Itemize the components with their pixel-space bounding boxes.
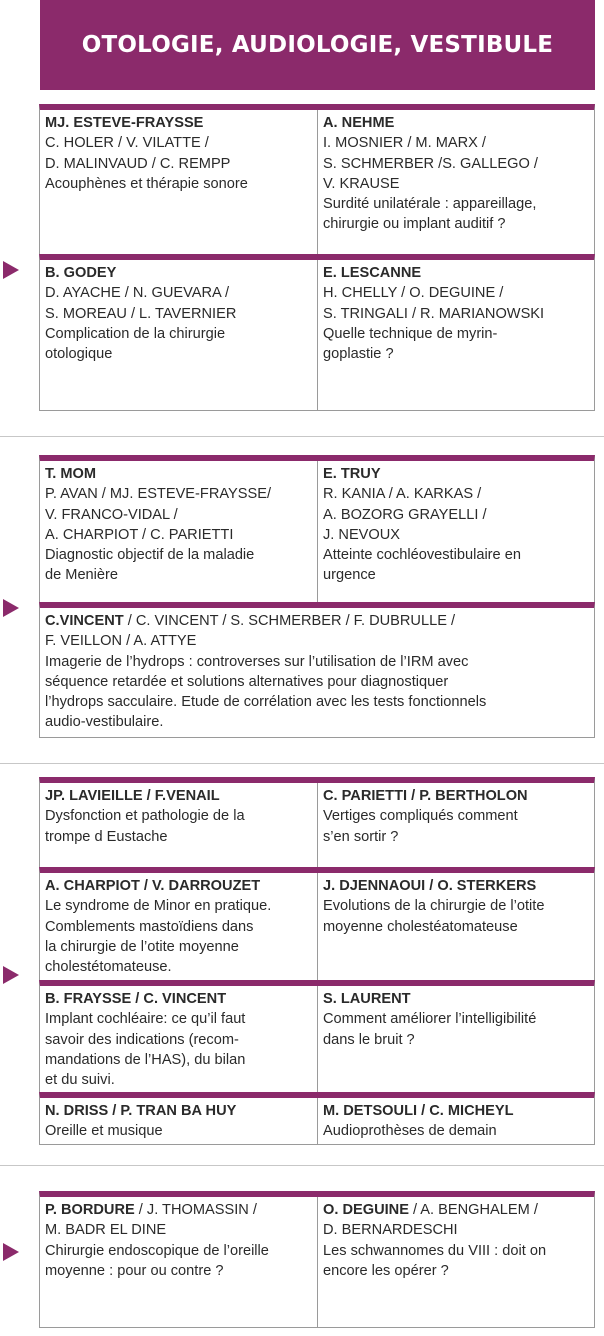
session-cell [40,461,317,602]
topic-line: Comment améliorer l’intelligibilité [323,1011,537,1028]
session-cell [317,783,594,867]
arrow-marker-icon [3,261,19,279]
moderator-name: MJ. ESTEVE-FRAYSSE [45,115,204,131]
topic-line: Complication de la chirurgie [45,325,226,342]
moderator-name: E. TRUY [323,466,381,482]
moderator-name: M. DETSOULI / C. MICHEYL [323,1103,514,1119]
topic-line: Vertiges compliqués comment [323,808,518,825]
speaker-line: / A. BENGHALEM / [408,1202,538,1218]
session-cell [317,873,594,980]
moderator-name: C. PARIETTI / P. BERTHOLON [323,788,528,804]
session-row [39,867,595,980]
moderator-name: T. MOM [45,466,97,482]
session-row [39,777,595,867]
session-cell [317,260,594,410]
topic-line: savoir des indications (recom- [45,1031,239,1048]
topic-line: séquence retardée et solutions alternatives pour diagnostiquer [45,673,449,690]
moderator-name: P. BORDURE [45,1202,135,1218]
topic-line: Surdité unilatérale : appareillage, [323,196,537,213]
topic-line: et du suivi. [45,1072,115,1089]
session-cell [317,461,594,602]
topic-line: Chirurgie endoscopique de l’oreille [45,1242,269,1259]
speaker-line: A. CHARPIOT / C. PARIETTI [45,526,234,543]
arrow-marker-icon [3,1243,19,1261]
speaker-line: P. AVAN / MJ. ESTEVE-FRAYSSE/ [45,486,271,503]
topic-line: mandations de l’HAS), du bilan [45,1051,246,1068]
session-cell [40,873,317,980]
topic-line: urgence [323,567,376,584]
moderator-name: O. DEGUINE [323,1202,409,1218]
topic-line: Imagerie de l’hydrops : controverses sur l’utilisation de l’IRM avec [45,653,469,670]
section-divider [0,763,604,764]
speaker-line: I. MOSNIER / M. MARX / [323,135,486,152]
session-cell [317,110,594,254]
moderator-name: JP. LAVIEILLE / F.VENAIL [45,788,220,804]
topic-line: Comblements mastoïdiens dans [45,918,254,935]
session-cell [40,1197,317,1327]
session-cell [317,1197,594,1327]
topic-line: trompe d Eustache [45,828,168,845]
speaker-line: V. FRANCO-VIDAL / [45,506,178,523]
topic-line: Acouphènes et thérapie sonore [45,175,248,192]
moderator-name: E. LESCANNE [323,265,422,281]
session-row [39,602,595,738]
speaker-line: J. NEVOUX [323,526,401,543]
moderator-name: A. CHARPIOT / V. DARROUZET [45,878,261,894]
session-row [39,254,595,411]
topic-line: goplastie ? [323,346,394,363]
speaker-line: A. BOZORG GRAYELLI / [323,506,487,523]
moderator-name: B. GODEY [45,265,117,281]
speaker-line: F. VEILLON / A. ATTYE [45,633,197,650]
topic-line: Quelle technique de myrin- [323,325,498,342]
topic-line: s’en sortir ? [323,828,399,845]
topic-line: Diagnostic objectif de la maladie [45,547,255,564]
topic-line: Dysfonction et pathologie de la [45,808,245,825]
session-row [39,1092,595,1145]
speaker-line: H. CHELLY / O. DEGUINE / [323,285,504,302]
session-block-3 [39,777,595,1145]
moderator-name: C.VINCENT [45,613,124,629]
section-divider [0,436,604,437]
topic-line: Evolutions de la chirurgie de l’otite [323,898,545,915]
session-block-1 [39,104,595,411]
arrow-marker-icon [3,599,19,617]
section-divider [0,1165,604,1166]
session-row [39,104,595,254]
speaker-line: R. KANIA / A. KARKAS / [323,486,482,503]
topic-line: cholestétomateuse. [45,959,172,976]
topic-line: Implant cochléaire: ce qu’il faut [45,1011,246,1028]
moderator-name: N. DRISS / P. TRAN BA HUY [45,1103,237,1119]
topic-line: moyenne cholestéatomateuse [323,918,518,935]
section-title: OTOLOGIE, AUDIOLOGIE, VESTIBULE [40,0,595,90]
moderator-name: S. LAURENT [323,991,411,1007]
topic-line: l’hydrops sacculaire. Etude de corrélation avec les tests fonctionnels [45,694,487,711]
topic-line: dans le bruit ? [323,1031,415,1048]
topic-line: Les schwannomes du VIII : doit on [323,1242,547,1259]
speaker-line: C. HOLER / V. VILATTE / [45,135,209,152]
speaker-line: S. TRINGALI / R. MARIANOWSKI [323,305,545,322]
speaker-line: S. SCHMERBER /S. GALLEGO / [323,155,538,172]
session-row [39,455,595,602]
session-cell [40,986,317,1092]
topic-line: Audioprothèses de demain [323,1123,497,1140]
session-block-4 [39,1191,595,1328]
session-cell [40,783,317,867]
topic-line: otologique [45,346,113,363]
session-cell [317,1098,594,1144]
speaker-line: / C. VINCENT / S. SCHMERBER / F. DUBRULLE / [123,613,456,629]
moderator-name: J. DJENNAOUI / O. STERKERS [323,878,537,894]
arrow-marker-icon [3,966,19,984]
topic-line: de Menière [45,567,119,584]
topic-line: Le syndrome de Minor en pratique. [45,898,272,915]
session-cell [40,110,317,254]
moderator-name: B. FRAYSSE / C. VINCENT [45,991,227,1007]
speaker-line: S. MOREAU / L. TAVERNIER [45,305,237,322]
speaker-line: D. BERNARDESCHI [323,1222,458,1239]
session-cell [40,608,594,737]
session-row [39,1191,595,1328]
speaker-line: M. BADR EL DINE [45,1222,167,1239]
session-cell [40,1098,317,1144]
topic-line: audio-vestibulaire. [45,714,164,731]
session-row [39,980,595,1092]
topic-line: chirurgie ou implant auditif ? [323,216,506,233]
session-block-2 [39,455,595,738]
topic-line: Oreille et musique [45,1123,163,1140]
session-cell [317,986,594,1092]
speaker-line: V. KRAUSE [323,175,400,192]
session-cell [40,260,317,410]
moderator-name: A. NEHME [323,115,395,131]
speaker-line: D. AYACHE / N. GUEVARA / [45,285,230,302]
speaker-line: / J. THOMASSIN / [134,1202,257,1218]
topic-line: la chirurgie de l’otite moyenne [45,938,239,955]
topic-line: encore les opérer ? [323,1262,449,1279]
topic-line: Atteinte cochléovestibulaire en [323,547,521,564]
speaker-line: D. MALINVAUD / C. REMPP [45,155,231,172]
topic-line: moyenne : pour ou contre ? [45,1262,224,1279]
